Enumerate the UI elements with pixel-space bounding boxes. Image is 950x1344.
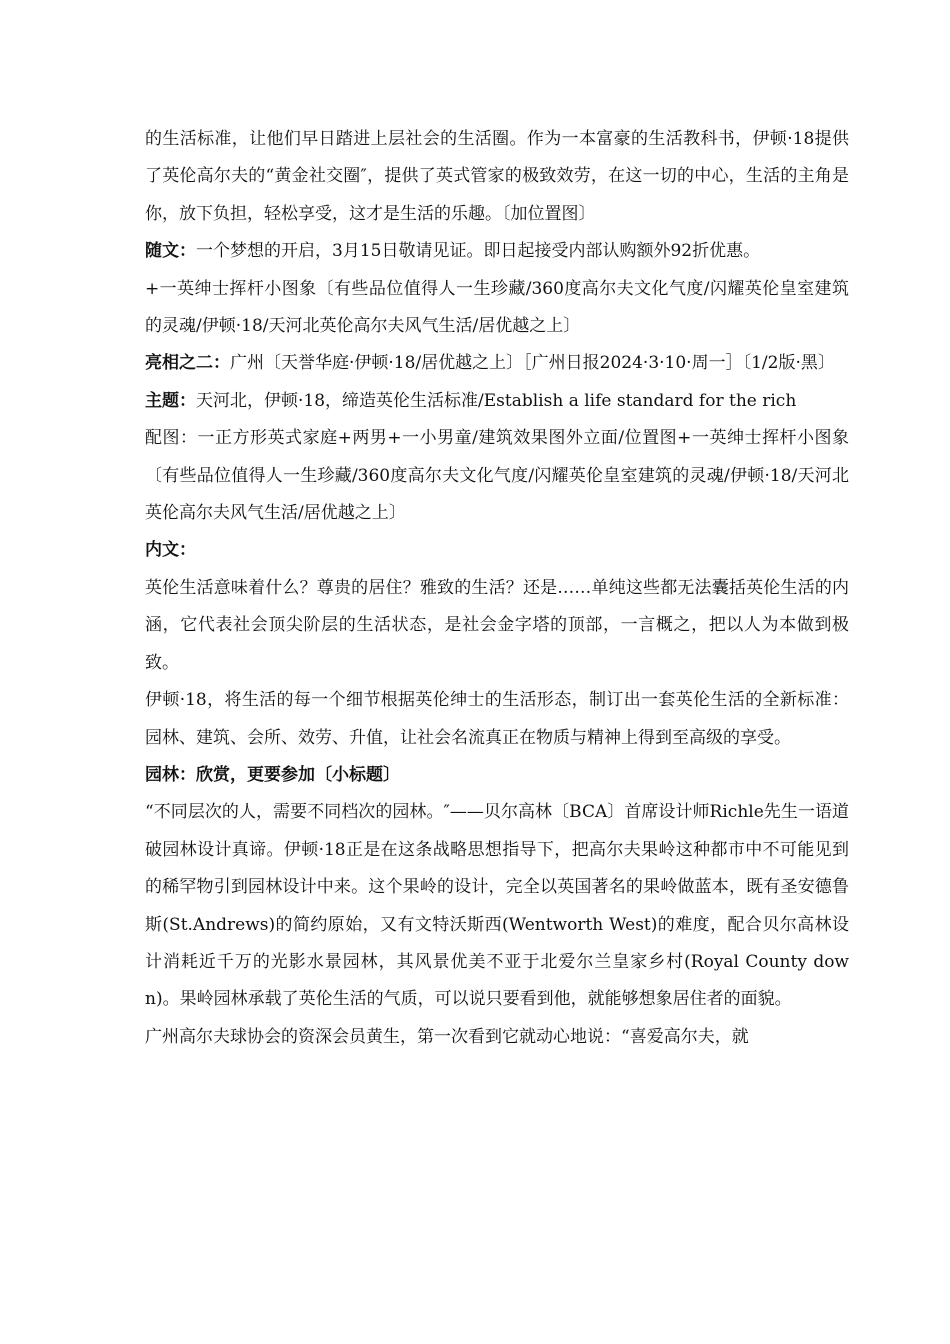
paragraph-british-life: 英伦生活意味着什么？尊贵的居住？雅致的生活？还是……单纯这些都无法囊括英伦生活的内涵，它代表社会顶尖阶层的生活状态，是社会金字塔的顶部，一言概之，把以人为本做到极致。 — [145, 577, 849, 673]
paragraph-appearance-two — [145, 345, 849, 382]
document-page — [145, 121, 849, 1056]
paragraph-illustration: 配图：一正方形英式家庭+两男+一小男童/建筑效果图外立面/位置图+一英绅士挥杆小图象〔有些品位值得人一生珍藏/360度高尔夫文化气度/闪耀英伦皇室建筑的灵魂/伊顿·18/天河北英伦高尔夫风气生活/居优越之上〕 — [145, 428, 849, 524]
label-body-text: 内文： — [145, 540, 196, 561]
paragraph-golf-member: 广州高尔夫球协会的资深会员黄生，第一次看到它就动心地说：“喜爱高尔夫，就 — [145, 1026, 749, 1047]
appearance-two-body: 广州〔天誉华庭·伊顿·18/居优越之上〕［广州日报2024·3·10·周一］〔1/2版·黑〕 — [230, 353, 835, 374]
paragraph-theme — [145, 383, 849, 420]
label-appearance-two: 亮相之二： — [145, 353, 230, 374]
label-accompanying-text: 随文： — [145, 241, 196, 262]
subheading-garden: 园林：欣赏，更要参加〔小标题〕 — [145, 764, 400, 785]
paragraph-golfer-image-note: +一英绅士挥杆小图象〔有些品位值得人一生珍藏/360度高尔夫文化气度/闪耀英伦皇室建筑的灵魂/伊顿·18/天河北英伦高尔夫风气生活/居优越之上〕 — [145, 278, 849, 337]
accompanying-text-body: 一个梦想的开启，3月15日敬请见证。即日起接受内部认购额外92折优惠。 — [196, 241, 761, 262]
paragraph-eton-standard: 伊顿·18，将生活的每一个细节根据英伦绅士的生活形态，制订出一套英伦生活的全新标准：园林、建筑、会所、效劳、升值，让社会名流真正在物质与精神上得到至高级的享受。 — [145, 690, 849, 748]
theme-body: 天河北，伊顿·18，缔造英伦生活标准/Establish a life standard for the rich — [196, 390, 797, 411]
paragraph-intro: 的生活标准，让他们早日踏进上层社会的生活圈。作为一本富豪的生活教科书，伊顿·18提供了英伦高尔夫的“黄金社交圈″，提供了英式管家的极致效劳，在这一切的中心，生活的主角是你，放下负担，轻松享受，这才是生活的乐趣。〔加位置图〕 — [145, 129, 849, 224]
paragraph-accompanying-text — [145, 233, 849, 270]
paragraph-garden-design: “不同层次的人，需要不同档次的园林。″——贝尔高林〔BCA〕首席设计师Richle先生一语道破园林设计真谛。伊顿·18正是在这条战略思想指导下，把高尔夫果岭这种都市中不可能见到的稀罕物引到园林设计中来。这个果岭的设计，完全以英国著名的果岭做蓝本，既有圣安德鲁斯(St.Andrews)的简约原始，又有文特沃斯西(Wentworth West)的难度，配合贝尔高林设计消耗近千万的光影水景园林，其风景优美不亚于北爱尔兰皇家乡村(Royal County down)。果岭园林承载了英伦生活的气质，可以说只要看到他，就能够想象居住者的面貌。 — [145, 802, 849, 1010]
label-theme: 主题： — [145, 390, 196, 411]
